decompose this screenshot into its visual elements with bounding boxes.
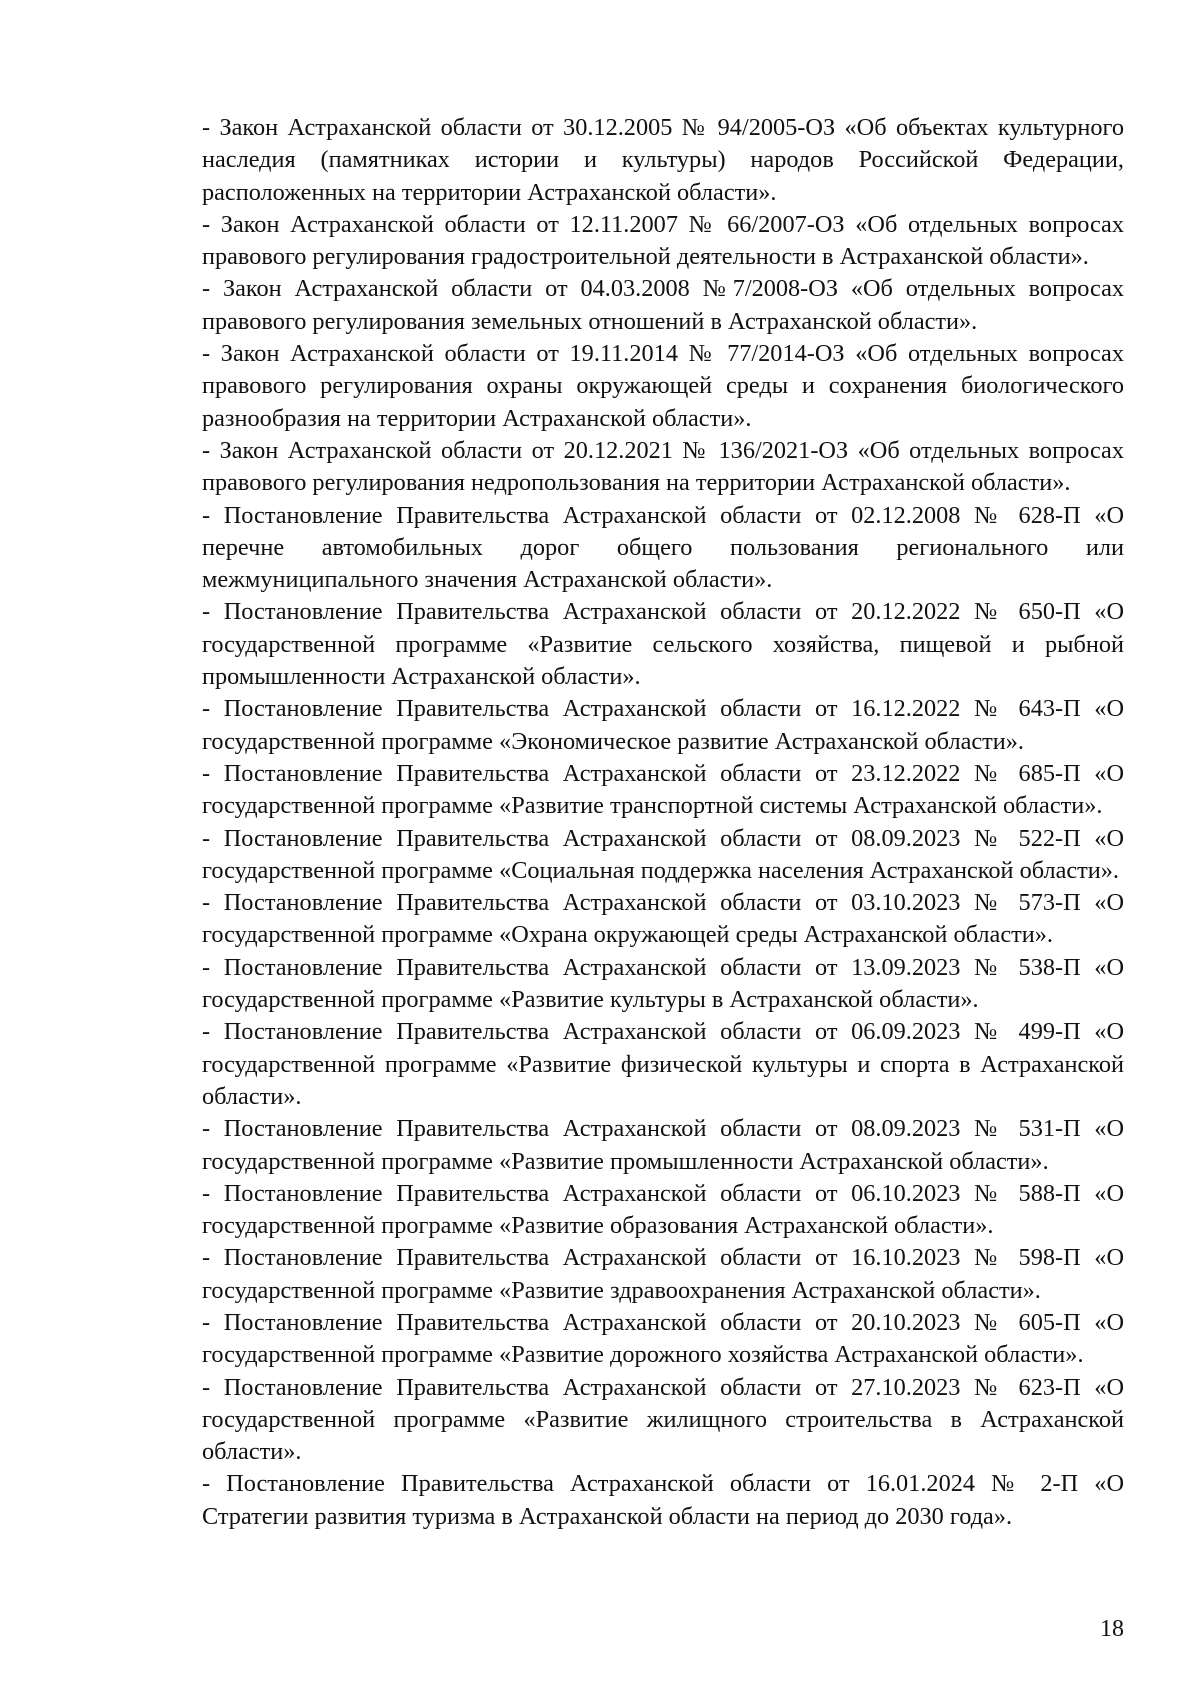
list-item: - Постановление Правительства Астраханской области от 13.09.2023 № 538-П «О государственной программе «Развитие культуры в Астраханской области». — [202, 953, 1124, 1014]
list-item: - Постановление Правительства Астраханской области от 23.12.2022 № 685-П «О государственной программе «Развитие транспортной системы Астраханской области». — [202, 759, 1124, 820]
page-number: 18 — [1100, 1616, 1124, 1642]
list-item: - Закон Астраханской области от 20.12.2021 № 136/2021-ОЗ «Об отдельных вопросах правового регулирования недропользования на территории Астраханской области». — [202, 436, 1124, 497]
list-item: - Постановление Правительства Астраханской области от 02.12.2008 № 628-П «О перечне автомобильных дорог общего пользования регионального или межмуниципального значения Астраханской области». — [202, 501, 1124, 594]
list-item: - Закон Астраханской области от 12.11.2007 № 66/2007-ОЗ «Об отдельных вопросах правового регулирования градостроительной деятельности в Астраханской области». — [202, 210, 1124, 271]
list-item: - Постановление Правительства Астраханской области от 16.12.2022 № 643-П «О государственной программе «Экономическое развитие Астраханской области». — [202, 695, 1124, 755]
list-item: - Постановление Правительства Астраханской области от 16.10.2023 № 598-П «О государственной программе «Развитие здравоохранения Астраханской области». — [202, 1244, 1124, 1304]
list-item: - Закон Астраханской области от 19.11.2014 № 77/2014-ОЗ «Об отдельных вопросах правового регулирования охраны окружающей среды и сохранения биологического разнообразия на территории Астраханской области». — [202, 340, 1124, 432]
list-item: - Закон Астраханской области от 30.12.2005 № 94/2005-ОЗ «Об объектах культурного наследия (памятниках истории и культуры) народов Российской Федерации, расположенных на территории Астраханской области». — [202, 114, 1124, 206]
list-item: - Постановление Правительства Астраханской области от 16.01.2024 № 2-П «О Стратегии развития туризма в Астраханской области на период до 2030 года». — [202, 1470, 1124, 1530]
list-item: - Постановление Правительства Астраханской области от 08.09.2023 № 531-П «О государственной программе «Развитие промышленности Астраханской области». — [202, 1115, 1124, 1175]
list-item: - Постановление Правительства Астраханской области от 06.09.2023 № 499-П «О государственной программе «Развитие физической культуры и спорта в Астраханской области». — [202, 1018, 1124, 1110]
list-item: - Постановление Правительства Астраханской области от 20.12.2022 № 650-П «О государственной программе «Развитие сельского хозяйства, пищевой и рыбной промышленности Астраханской области». — [202, 598, 1124, 691]
list-item: - Постановление Правительства Астраханской области от 06.10.2023 № 588-П «О государственной программе «Развитие образования Астраханской области». — [202, 1179, 1124, 1240]
list-item: - Постановление Правительства Астраханской области от 03.10.2023 № 573-П «О государственной программе «Охрана окружающей среды Астраханской области». — [202, 889, 1124, 949]
legal-acts-list — [202, 112, 1124, 1533]
list-item: - Постановление Правительства Астраханской области от 27.10.2023 № 623-П «О государственной программе «Развитие жилищного строительства в Астраханской области». — [202, 1373, 1124, 1466]
list-item: - Постановление Правительства Астраханской области от 08.09.2023 № 522-П «О государственной программе «Социальная поддержка населения Астраханской области». — [202, 824, 1124, 884]
list-item: - Закон Астраханской области от 04.03.2008 №7/2008-ОЗ «Об отдельных вопросах правового регулирования земельных отношений в Астраханской области». — [202, 275, 1124, 335]
list-item: - Постановление Правительства Астраханской области от 20.10.2023 № 605-П «О государственной программе «Развитие дорожного хозяйства Астраханской области». — [202, 1308, 1124, 1369]
